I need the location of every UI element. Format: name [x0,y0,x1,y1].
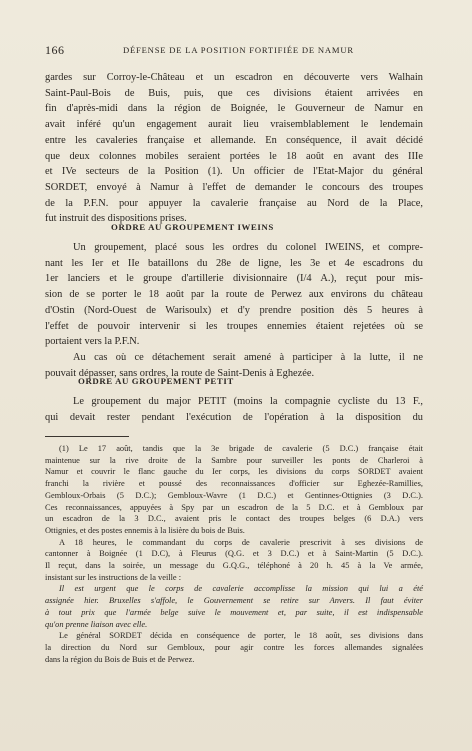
note-line: Ottignies, et des postes ennemis à la lisière du bois de Buis. [45,525,245,535]
note-line: Namur et couvrir le flanc gauche du Ier corps, les divisions du corps SORDET avaient [45,467,423,477]
footnote-quote [45,583,423,630]
footnote-1-cont [45,537,423,584]
page-header [45,43,425,57]
text-line: l'effet de pouvoir intervenir si les troupes ennemies étaient rejetées où se [45,320,423,332]
paragraph-1-text [45,70,423,227]
paragraph-1 [45,70,423,227]
text-line: fin d'après-midi dans la région de Boignée, le Gouverneur de Namur en [45,103,423,115]
text-line: sion de se porter le 18 août par la route de Perwez aux environs du château [45,289,423,301]
note-line: A 18 heures, le commandant du corps de cavalerie prescrivit à ses divisions de [59,537,423,547]
text-line: Le groupement du major PETIT (moins la compagnie cycliste du 13 F., [73,396,423,407]
text-line: avait inféré qu'un engagement aurait lieu vraisemblablement le lendemain [45,119,423,131]
note-line: assignée hier. Bruxelles s'affole, le Gouvernement se retire sur Anvers. Il faut éviter [45,596,423,606]
note-line: Il est urgent que le corps de cavalerie accomplisse la mission qui lui a été [59,584,423,594]
text-line: 1er lanciers et le groupe d'artillerie divisionnaire (I/4 A.), reçut pour mis- [45,273,423,285]
text-line: nant les Ier et IIe bataillons du 28e de ligne, les 3e et 4e escadrons du [45,257,423,269]
text-line: Saint-Paul-Bois de Buis, puis, que ces divisions étaient arrivées en [45,87,423,99]
text-line: entre les cavaleries française et allemande. En conséquence, il avait décidé [45,134,423,146]
note-line: un escadron de la 3 D.C., avaient pris le contact des troupes belges (6 D.A.) vers [45,514,423,524]
text-line: d'Ostin (Nord-Ouest de Warisoulx) et d'y prendre position dès 5 heures à [45,304,423,316]
note-line: Ces reconnaissances, appuyées à Spy par un escadron de la 5 D.C. et à Gembloux par [45,502,423,512]
paragraph-2-text [45,240,423,350]
note-line: cantonner à Boignée (1 D.C), à Fleurus (Q.G. et 3 D.C.) et à Saint-Martin (5 D.C.). [45,549,423,559]
note-line: (1) Le 17 août, tandis que la 3e brigade de cavalerie (5 D.C.) française était [59,444,423,453]
footnotes [45,443,423,665]
note-line: insistant sur les instructions de la veille : [45,572,182,582]
text-line: que deux colonnes mobiles seraient portées le 18 août en avant des IIIe [45,150,423,162]
paragraph-4-text [45,394,423,425]
text-line: fut instruit des dispositions prises. [45,213,187,225]
footnote-rule [45,436,129,437]
note-line: maintenue sur la rive droite de la Sambre pour surveiller les ponts de Charleroi à [45,455,423,465]
text-line: SORDET, envoyé à Namur à l'effet de demander le concours des troupes [45,181,423,193]
text-line: Un groupement, placé sous les ordres du colonel IWEINS, et compre- [73,242,423,253]
text-line: qui devait rester pendant l'exécution de l'opération à la disposition du [45,411,423,423]
page-number: 166 [45,43,65,57]
text-line: et IVe secteurs de la Position (1). Un officier de l'Etat-Major du général [45,166,423,178]
note-line: Le général SORDET décida en conséquence de porter, le 18 août, ses divisions dans [59,631,423,641]
paragraph-4 [45,394,423,425]
section-title-iweins: ORDRE AU GROUPEMENT IWEINS [111,222,274,232]
note-line: qu'on prenne liaison avec elle. [45,619,148,629]
running-head: DÉFENSE DE LA POSITION FORTIFIÉE DE NAMUR [123,45,354,55]
note-line: dans la région du Bois de Buis et de Perwez. [45,654,195,664]
text-line: portaient vers la P.F.N. [45,336,140,348]
text-line: Au cas où ce détachement serait amené à participer à la lutte, il ne [73,351,423,363]
note-line: la direction du Nord sur Gembloux, pour agir contre les forces allemandes signalées [45,642,423,652]
text-line: pouvait dépasser, sans ordres, la route de Saint-Denis à Eghezée. [45,367,315,379]
footnote-conclusion [45,630,423,665]
note-line: à tout prix que l'armée belge suive le mouvement et, par suite, il est indispensable [45,607,423,617]
note-line: Gembloux-Orbais (5 D.C.); Gembloux-Wavre (1 D.C.) et Gentinnes-Ottignies (3 D.C.). [45,490,423,500]
paragraph-2 [45,240,423,381]
section-title-petit: ORDRE AU GROUPEMENT PETIT [78,376,234,386]
footnote-1 [45,443,423,537]
text-line: gardes sur Corroy-le-Château et un escadron en découverte vers Walhain [45,72,423,83]
note-line: franchi la rivière et poussé des reconnaissances d'officier sur Eghezée-Ramillies, [45,479,423,489]
note-line: Il reçut, dans la soirée, un message du G.Q.G., téléphoné à 20 h. 45 à la Ve armée, [45,561,423,571]
text-line: de la P.F.N. pour appuyer la cavalerie française au Nord de la Place, [45,197,423,209]
